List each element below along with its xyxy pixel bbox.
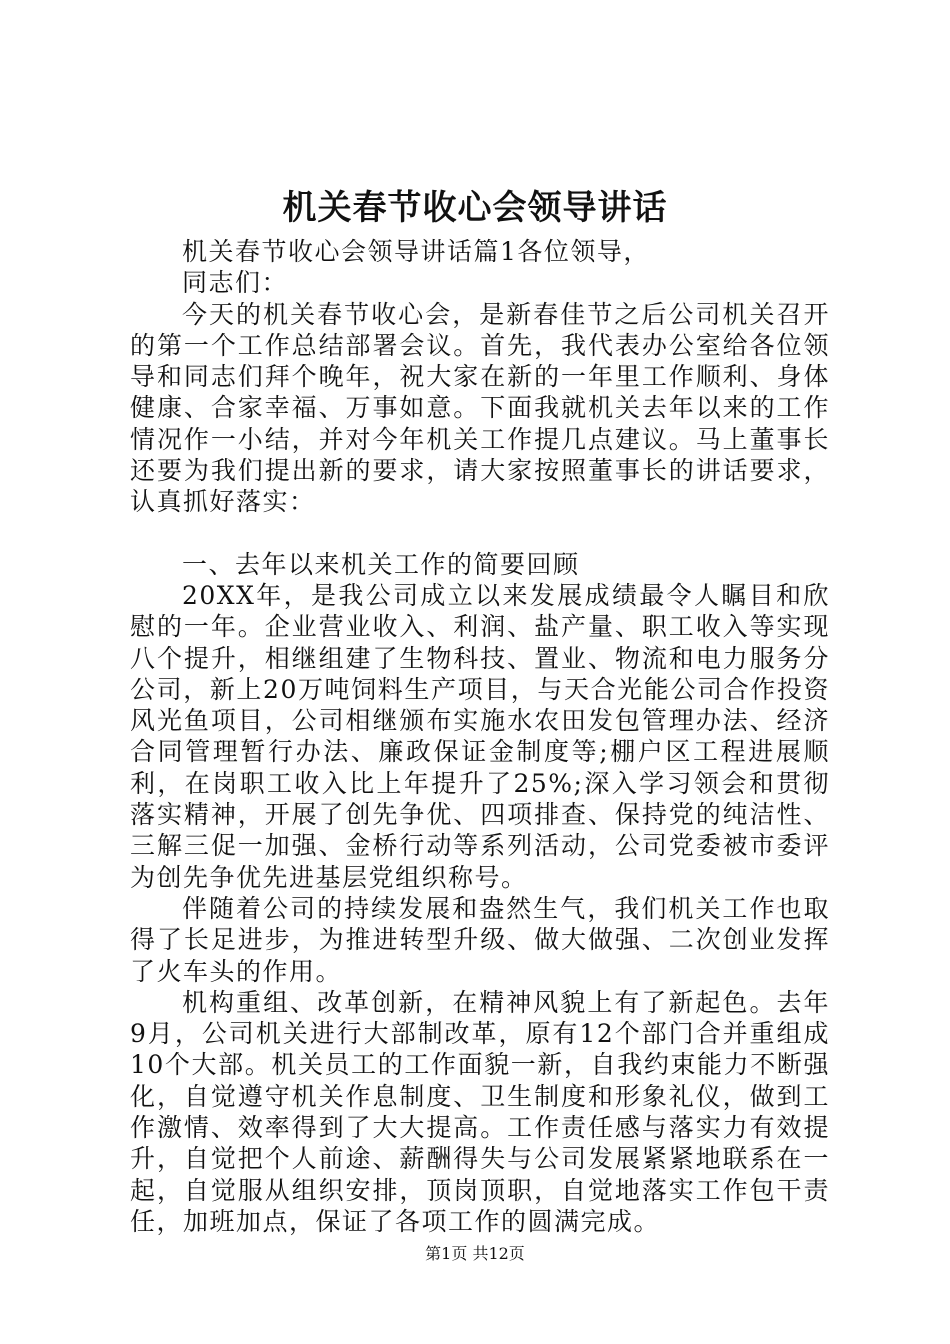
- paragraph-opening: 机关春节收心会领导讲话篇1各位领导，: [182, 237, 650, 266]
- paragraph-achievements: 20XX年，是我公司成立以来发展成绩最令人瞩目和欣慰的一年。企业营业收入、利润、盐产量、职工收入等实现八个提升，相继组建了生物科技、置业、物流和电力服务分公司，新上20万吨饲料生产项目，与天合光能公司合作投资风光鱼项目，公司相继颁布实施水农田发包管理办法、经济合同管理暂行办法、廉政保证金制度等;棚户区工程进展顺利，在岗职工收入比上年提升了25%;深入学习领会和贯彻落实精神，开展了创先争优、四项排查、保持党的纯洁性、三解三促一加强、金桥行动等系列活动，公司党委被市委评为创先争优先进基层党组织称号。: [130, 580, 830, 892]
- document-body: [130, 236, 830, 1237]
- page-number-footer: 第1页 共12页: [425, 1244, 525, 1263]
- section-heading-review: 一、去年以来机关工作的简要回顾: [182, 549, 580, 579]
- paragraph-restructuring: 机构重组、改革创新，在精神风貌上有了新起色。去年9月，公司机关进行大部制改革，原有12个部门合并重组成10个大部。机关员工的工作面貌一新，自我约束能力不断强化，自觉遵守机关作息制度、卫生制度和形象礼仪，做到工作激情、效率得到了大大提高。工作责任感与落实力有效提升，自觉把个人前途、薪酬得失与公司发展紧紧地联系在一起，自觉服从组织安排，顶岗顶职，自觉地落实工作包干责任，加班加点，保证了各项工作的圆满完成。: [130, 987, 830, 1236]
- paragraph-introduction: 今天的机关春节收心会，是新春佳节之后公司机关召开的第一个工作总结部署会议。首先，我代表办公室给各位领导和同志们拜个晚年，祝大家在新的一年里工作顺利、身体健康、合家幸福、万事如意。下面我就机关去年以来的工作情况作一小结，并对今年机关工作提几点建议。马上董事长还要为我们提出新的要求，请大家按照董事长的讲话要求，认真抓好落实：: [130, 299, 830, 517]
- document-title: 机关春节收心会领导讲话: [282, 188, 668, 228]
- paragraph-progress: 伴随着公司的持续发展和盎然生气，我们机关工作也取得了长足进步，为推进转型升级、做大做强、二次创业发挥了火车头的作用。: [130, 893, 830, 986]
- paragraph-salutation: 同志们：: [182, 268, 289, 298]
